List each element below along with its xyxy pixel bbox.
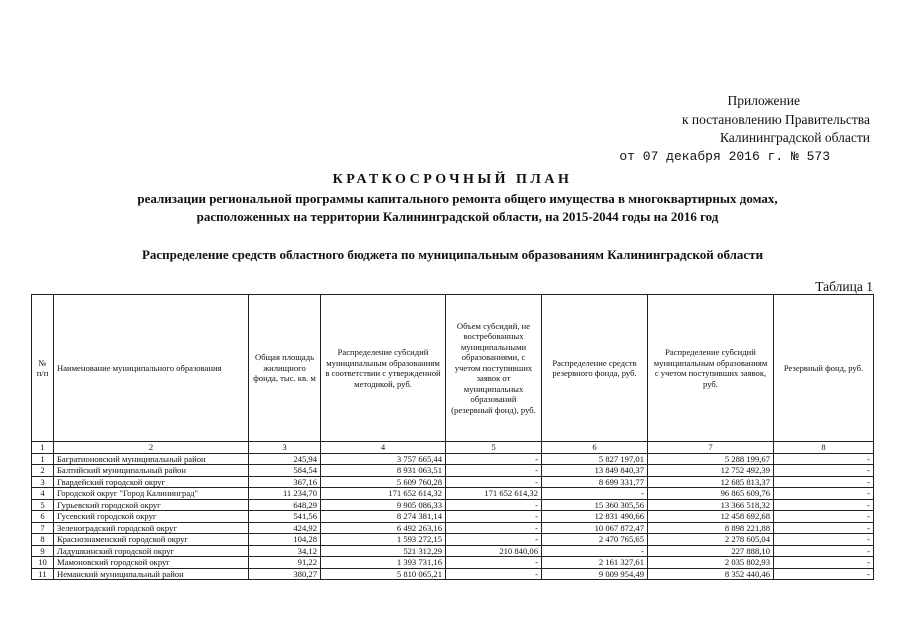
row-number: 8 bbox=[32, 534, 54, 546]
header-unclaimed: Объем субсидий, не востребованных муниципальными образованиями, с учетом поступивших заявок от муниципальных образований (резервный фонд), руб. bbox=[446, 295, 542, 442]
col-number: 1 bbox=[32, 442, 54, 454]
row-reserve-dist: 9 009 954,49 bbox=[542, 568, 648, 580]
table-row bbox=[32, 511, 874, 523]
row-number: 4 bbox=[32, 488, 54, 500]
row-dist-claims: 8 898 221,88 bbox=[648, 522, 774, 534]
row-area: 104,28 bbox=[249, 534, 321, 546]
row-name: Гурьевский городской округ bbox=[54, 499, 249, 511]
row-reserve: - bbox=[774, 534, 874, 546]
table-row bbox=[32, 568, 874, 580]
row-area: 367,16 bbox=[249, 476, 321, 488]
row-dist-method: 6 492 263,16 bbox=[321, 522, 446, 534]
row-name: Багратионовский муниципальный район bbox=[54, 453, 249, 465]
row-unclaimed: - bbox=[446, 499, 542, 511]
row-reserve: - bbox=[774, 568, 874, 580]
row-name: Зеленоградский городской округ bbox=[54, 522, 249, 534]
row-dist-claims: 8 352 440,46 bbox=[648, 568, 774, 580]
row-reserve-dist: 2 470 765,65 bbox=[542, 534, 648, 546]
distribution-table bbox=[31, 294, 874, 580]
header-reserve-dist: Распределение средств резервного фонда, руб. bbox=[542, 295, 648, 442]
table-row bbox=[32, 534, 874, 546]
row-dist-method: 8 274 381,14 bbox=[321, 511, 446, 523]
header-num: № п/п bbox=[32, 295, 54, 442]
row-unclaimed: - bbox=[446, 557, 542, 569]
header-name: Наименование муниципального образования bbox=[54, 295, 249, 442]
row-dist-method: 5 609 760,28 bbox=[321, 476, 446, 488]
row-area: 34,12 bbox=[249, 545, 321, 557]
row-dist-claims: 96 865 609,76 bbox=[648, 488, 774, 500]
row-dist-claims: 13 366 518,32 bbox=[648, 499, 774, 511]
row-reserve: - bbox=[774, 453, 874, 465]
row-number: 10 bbox=[32, 557, 54, 569]
row-reserve-dist: - bbox=[542, 488, 648, 500]
document-subtitle bbox=[40, 190, 875, 226]
row-reserve-dist: 13 849 840,37 bbox=[542, 465, 648, 477]
row-number: 6 bbox=[32, 511, 54, 523]
row-reserve: - bbox=[774, 511, 874, 523]
row-area: 245,94 bbox=[249, 453, 321, 465]
row-reserve: - bbox=[774, 476, 874, 488]
table-header-row bbox=[32, 295, 874, 442]
table-row bbox=[32, 488, 874, 500]
appendix-block bbox=[560, 92, 870, 166]
header-dist-method: Распределение субсидий муниципальным образованиям в соответствии с утвержденной методикой, руб. bbox=[321, 295, 446, 442]
col-number: 7 bbox=[648, 442, 774, 454]
appendix-region: Калининградской области bbox=[719, 130, 870, 145]
row-unclaimed: - bbox=[446, 453, 542, 465]
distribution-title: Распределение средств областного бюджета по муниципальным образованиям Калининградской области bbox=[141, 247, 764, 262]
row-unclaimed: - bbox=[446, 568, 542, 580]
col-number: 8 bbox=[774, 442, 874, 454]
row-name: Ладушкинский городской округ bbox=[54, 545, 249, 557]
row-dist-method: 5 810 065,21 bbox=[321, 568, 446, 580]
row-dist-claims: 2 278 605,04 bbox=[648, 534, 774, 546]
row-reserve: - bbox=[774, 488, 874, 500]
col-number: 6 bbox=[542, 442, 648, 454]
row-number: 9 bbox=[32, 545, 54, 557]
row-reserve: - bbox=[774, 522, 874, 534]
table-row bbox=[32, 476, 874, 488]
subtitle-line-2: расположенных на территории Калининградской области, на 2015-2044 годы на 2016 год bbox=[196, 209, 719, 224]
col-number: 5 bbox=[446, 442, 542, 454]
row-dist-method: 521 312,29 bbox=[321, 545, 446, 557]
row-area: 91,22 bbox=[249, 557, 321, 569]
row-dist-claims: 12 458 692,68 bbox=[648, 511, 774, 523]
table-label: Таблица 1 bbox=[815, 279, 873, 294]
row-dist-claims: 12 685 813,37 bbox=[648, 476, 774, 488]
row-name: Гусевский городской округ bbox=[54, 511, 249, 523]
row-reserve-dist: 10 067 872,47 bbox=[542, 522, 648, 534]
row-dist-method: 8 931 063,51 bbox=[321, 465, 446, 477]
row-name: Мамоновский городской округ bbox=[54, 557, 249, 569]
row-reserve: - bbox=[774, 545, 874, 557]
row-dist-claims: 5 288 199,67 bbox=[648, 453, 774, 465]
row-number: 7 bbox=[32, 522, 54, 534]
row-unclaimed: - bbox=[446, 476, 542, 488]
row-dist-method: 3 757 665,44 bbox=[321, 453, 446, 465]
row-area: 541,56 bbox=[249, 511, 321, 523]
header-reserve: Резервный фонд, руб. bbox=[774, 295, 874, 442]
row-unclaimed: - bbox=[446, 465, 542, 477]
row-reserve-dist: 12 831 490,66 bbox=[542, 511, 648, 523]
row-number: 2 bbox=[32, 465, 54, 477]
table-row bbox=[32, 499, 874, 511]
row-dist-method: 1 393 731,16 bbox=[321, 557, 446, 569]
subtitle-line-1: реализации региональной программы капитального ремонта общего имущества в многоквартирных домах, bbox=[137, 191, 778, 206]
column-number-row bbox=[32, 442, 874, 454]
document-title: КРАТКОСРОЧНЫЙ ПЛАН bbox=[332, 172, 573, 187]
row-name: Балтийский муниципальный район bbox=[54, 465, 249, 477]
row-unclaimed: 210 840,06 bbox=[446, 545, 542, 557]
row-dist-method: 171 652 614,32 bbox=[321, 488, 446, 500]
col-number: 4 bbox=[321, 442, 446, 454]
table-row bbox=[32, 453, 874, 465]
row-reserve-dist: 15 360 305,56 bbox=[542, 499, 648, 511]
appendix-date: от 07 декабря 2016 г. № 573 bbox=[619, 148, 830, 164]
row-area: 584,54 bbox=[249, 465, 321, 477]
row-name: Гвардейский городской округ bbox=[54, 476, 249, 488]
row-number: 1 bbox=[32, 453, 54, 465]
row-number: 11 bbox=[32, 568, 54, 580]
row-reserve: - bbox=[774, 465, 874, 477]
row-reserve-dist: 2 161 327,61 bbox=[542, 557, 648, 569]
row-area: 424,92 bbox=[249, 522, 321, 534]
row-area: 11 234,70 bbox=[249, 488, 321, 500]
header-area: Общая площадь жилищного фонда, тыс. кв. м bbox=[249, 295, 321, 442]
row-dist-claims: 227 888,10 bbox=[648, 545, 774, 557]
row-area: 380,27 bbox=[249, 568, 321, 580]
row-name: Краснознаменский городской округ bbox=[54, 534, 249, 546]
row-unclaimed: - bbox=[446, 534, 542, 546]
row-area: 648,29 bbox=[249, 499, 321, 511]
row-reserve: - bbox=[774, 499, 874, 511]
row-reserve-dist: - bbox=[542, 545, 648, 557]
appendix-reference: к постановлению Правительства bbox=[681, 111, 870, 127]
row-dist-claims: 12 752 492,39 bbox=[648, 465, 774, 477]
row-dist-method: 9 905 086,33 bbox=[321, 499, 446, 511]
header-dist-claims: Распределение субсидий муниципальным образованиям с учетом поступивших заявок, руб. bbox=[648, 295, 774, 442]
row-dist-claims: 2 035 802,93 bbox=[648, 557, 774, 569]
col-number: 3 bbox=[249, 442, 321, 454]
row-unclaimed: - bbox=[446, 511, 542, 523]
table-row bbox=[32, 465, 874, 477]
row-reserve-dist: 5 827 197,01 bbox=[542, 453, 648, 465]
table-row bbox=[32, 557, 874, 569]
table-row bbox=[32, 545, 874, 557]
row-reserve: - bbox=[774, 557, 874, 569]
row-number: 3 bbox=[32, 476, 54, 488]
row-number: 5 bbox=[32, 499, 54, 511]
row-reserve-dist: 8 699 331,77 bbox=[542, 476, 648, 488]
row-dist-method: 1 593 272,15 bbox=[321, 534, 446, 546]
appendix-title: Приложение bbox=[727, 93, 800, 108]
row-name: Неманский муниципальный район bbox=[54, 568, 249, 580]
table-row bbox=[32, 522, 874, 534]
row-unclaimed: - bbox=[446, 522, 542, 534]
row-name: Городской округ "Город Калининград" bbox=[54, 488, 249, 500]
row-unclaimed: 171 652 614,32 bbox=[446, 488, 542, 500]
col-number: 2 bbox=[54, 442, 249, 454]
